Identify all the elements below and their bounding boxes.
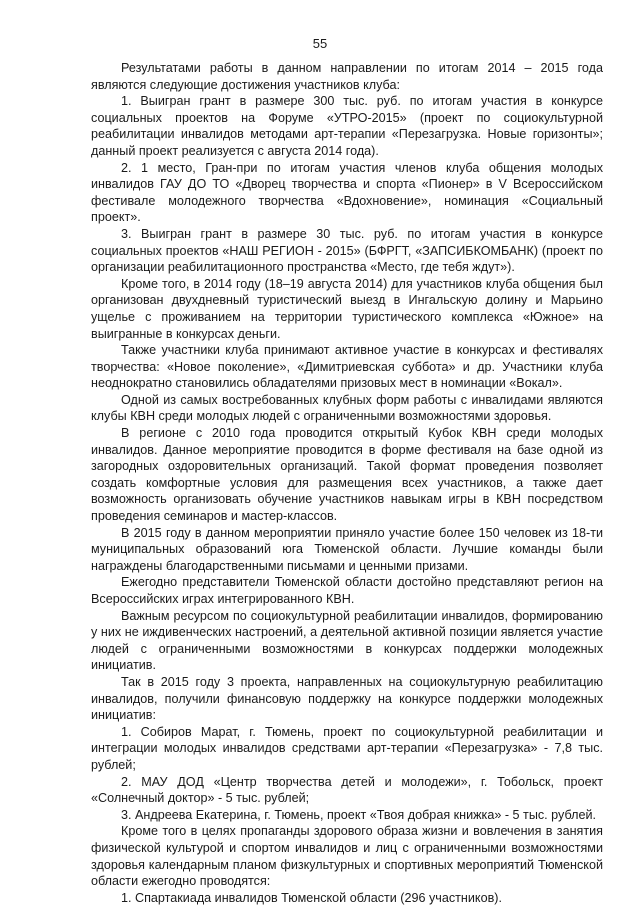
list-item: 3. Выигран грант в размере 30 тыс. руб. по итогам участия в конкурсе социальных проектов «НАШ РЕГИОН - 2015» (БФРГТ, «ЗАПСИБКОМБАНК) (проект по организации реабилитационного пространства «Место, где тебя ждут»).	[91, 226, 603, 275]
paragraph: Важным ресурсом по социокультурной реабилитации инвалидов, формированию у них не иждивенческих настроений, а деятельной активной позиции является участие людей с ограниченными возможностями в конкурсах поддержки молодежных инициатив.	[91, 608, 603, 673]
paragraph: Также участники клуба принимают активное участие в конкурсах и фестивалях творчества: «Новое поколение», «Димитриевская суббота» и др. Участники клуба неоднократно становились обладателями призовых мест в номинации «Вокал».	[91, 343, 603, 391]
list-item: 2. МАУ ДОД «Центр творчества детей и молодежи», г. Тобольск, проект «Солнечный доктор» - 5 тыс. рублей;	[91, 774, 603, 806]
document-body	[91, 60, 603, 906]
list-item: 3. Андреева Екатерина, г. Тюмень, проект «Твоя добрая книжка» - 5 тыс. рублей.	[121, 807, 597, 822]
paragraph: Результатами работы в данном направлении по итогам 2014 – 2015 года являются следующие достижения участников клуба:	[91, 61, 603, 92]
list-item: 1. Собиров Марат, г. Тюмень, проект по социокультурной реабилитации и интеграции молодых инвалидов средствами арт-терапии «Перезагрузка» - 7,8 тыс. рублей;	[91, 724, 603, 772]
paragraph: Кроме того в целях пропаганды здорового образа жизни и вовлечения в занятия физической культурой и спортом инвалидов и лиц с ограниченными возможностями здоровья календарным планом физкультурных и спортивных мероприятий Тюменской области ежегодно проводятся:	[91, 824, 603, 889]
paragraph: В регионе с 2010 года проводится открытый Кубок КВН среди молодых инвалидов. Данное мероприятие проводится в форме фестиваля на базе одной из загородных оздоровительных организаций. Такой формат проведения позволяет создать комфортные условия для размещения всех участников, а также дает возможность организовать обучение участников навыкам игры в КВН посредством проведения семинаров и мастер-классов.	[91, 426, 603, 524]
paragraph: Кроме того, в 2014 году (18–19 августа 2014) для участников клуба общения был организован двухдневный туристический выезд в Ингальскую долину и Марьино ущелье с проживанием на территории туристического комплекса «Южное» на выигранные в конкурсах деньги.	[91, 276, 603, 341]
paragraph: Так в 2015 году 3 проекта, направленных на социокультурную реабилитацию инвалидов, получили финансовую поддержку на конкурсе поддержки молодежных инициатив:	[91, 674, 603, 723]
paragraph: Ежегодно представители Тюменской области достойно представляют регион на Всероссийских играх интегрированного КВН.	[91, 575, 603, 606]
list-item: 1. Выигран грант в размере 300 тыс. руб. по итогам участия в конкурсе социальных проектов на Форуме «УТРО-2015» (проект по социокультурной реабилитации инвалидов методами арт-терапии «Перезагрузка. Новые горизонты»; данный проект реализуется с августа 2014 года).	[91, 94, 603, 158]
list-item: 2. 1 место, Гран-при по итогам участия членов клуба общения молодых инвалидов ГАУ ДО ТО «Дворец творчества и спорта «Пионер» в V Всероссийском фестивале молодежного творчества «Вдохновение», номинация «Социальный проект».	[91, 160, 603, 225]
paragraph: В 2015 году в данном мероприятии приняло участие более 150 человек из 18-ти муниципальных образований юга Тюменской области. Лучшие команды были награждены благодарственными письмами и ценными призами.	[91, 525, 603, 573]
page-number: 55	[312, 36, 328, 51]
paragraph: Одной из самых востребованных клубных форм работы с инвалидами являются клубы КВН среди молодых людей с ограниченными возможностями здоровья.	[91, 392, 603, 424]
list-item: 1. Спартакиада инвалидов Тюменской области (296 участников).	[121, 890, 502, 905]
